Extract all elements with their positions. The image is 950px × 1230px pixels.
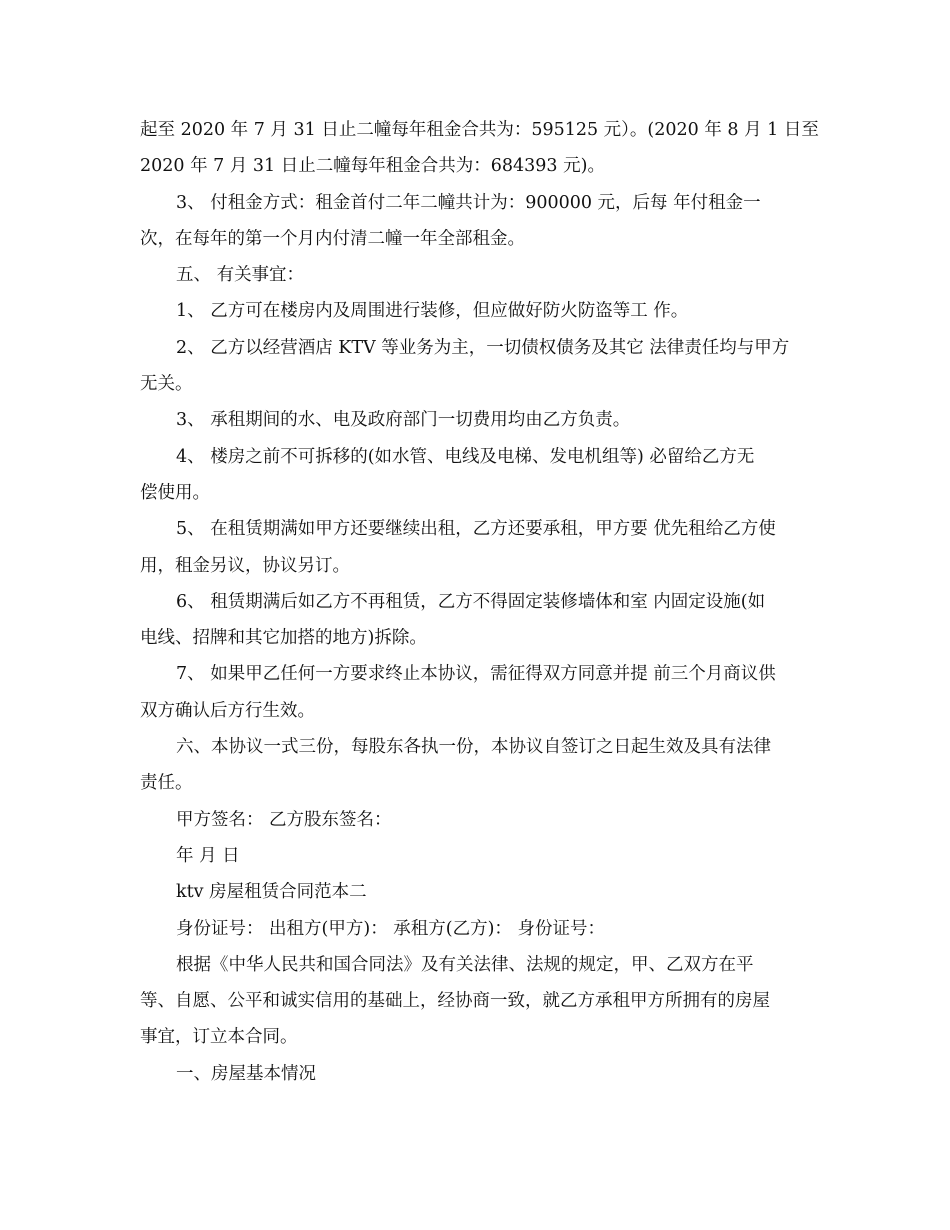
text-line: 2020 年 7 月 31 日止二幢每年租金合共为：684393 元)。 [140,156,605,177]
contract-title-two [140,874,812,910]
text-line: 3、 承租期间的水、电及政府部门一切费用均由乙方负责。 [176,410,631,431]
clause-4 [140,439,812,512]
text-line: 六、本协议一式三份，每股东各执一份，本协议自签订之日起生效及具有法律 [176,737,771,758]
clause-6 [140,584,812,657]
text-line: 一、房屋基本情况 [176,1063,316,1084]
text-line: 五、 有关事宜： [176,265,305,286]
text-line: 年 月 日 [176,845,240,866]
paragraph-legal-basis [140,947,812,1056]
clause-3 [140,402,812,438]
clause-5 [140,511,812,584]
text-line: 电线、招牌和其它加搭的地方)拆除。 [140,628,427,649]
text-line: ktv 房屋租赁合同范本二 [176,882,367,903]
text-line: 偿使用。 [140,482,210,503]
text-line: 次，在每年的第一个月内付清二幢一年全部租金。 [140,228,525,249]
paragraph-rent-summary [140,112,819,185]
text-line: 6、 租赁期满后如乙方不再租赁，乙方不得固定装修墙体和室 内固定设施(如 [176,591,766,612]
text-line: 责任。 [140,773,193,794]
signature-line [140,802,812,838]
text-line: 事宜，订立本合同。 [140,1027,298,1048]
document-body [140,112,819,1092]
paragraph-payment-method [140,185,812,258]
text-line: 1、 乙方可在楼房内及周围进行装修，但应做好防火防盗等工 作。 [176,301,689,322]
text-line: 甲方签名： 乙方股东签名： [176,809,392,830]
text-line: 3、 付租金方式：租金首付二年二幢共计为：900000 元，后每 年付租金一 [176,192,761,213]
text-line: 等、自愿、公平和诚实信用的基础上，经协商一致，就乙方承租甲方所拥有的房屋 [140,991,770,1012]
text-line: 身份证号： 出租方(甲方)： 承租方(乙方)： 身份证号： [176,918,605,939]
text-line: 4、 楼房之前不可拆移的(如水管、电线及电梯、发电机组等) 必留给乙方无 [176,446,755,467]
text-line: 2、 乙方以经营酒店 KTV 等业务为主，一切债权债务及其它 法律责任均与甲方 [176,337,790,358]
text-line: 用，租金另议，协议另订。 [140,555,350,576]
parties-id-line [140,911,812,947]
clause-2 [140,330,812,403]
text-line: 7、 如果甲乙任何一方要求终止本协议，需征得双方同意并提 前三个月商议供 [176,664,776,685]
section-six-copies [140,729,812,802]
text-line: 无关。 [140,374,193,395]
section-heading-house-basics [140,1056,812,1092]
section-heading-related-matters [140,257,812,293]
date-line [140,838,812,874]
text-line: 起至 2020 年 7 月 31 日止二幢每年租金合共为：595125 元）。(2020 年 8 月 1 日至 [140,120,819,140]
text-line: 双方确认后方行生效。 [140,700,315,721]
clause-7 [140,656,812,729]
clause-1 [140,293,812,329]
text-line: 根据《中华人民共和国合同法》及有关法律、法规的规定，甲、乙双方在平 [176,954,754,975]
text-line: 5、 在租赁期满如甲方还要继续出租，乙方还要承租，甲方要 优先租给乙方使 [176,519,776,540]
